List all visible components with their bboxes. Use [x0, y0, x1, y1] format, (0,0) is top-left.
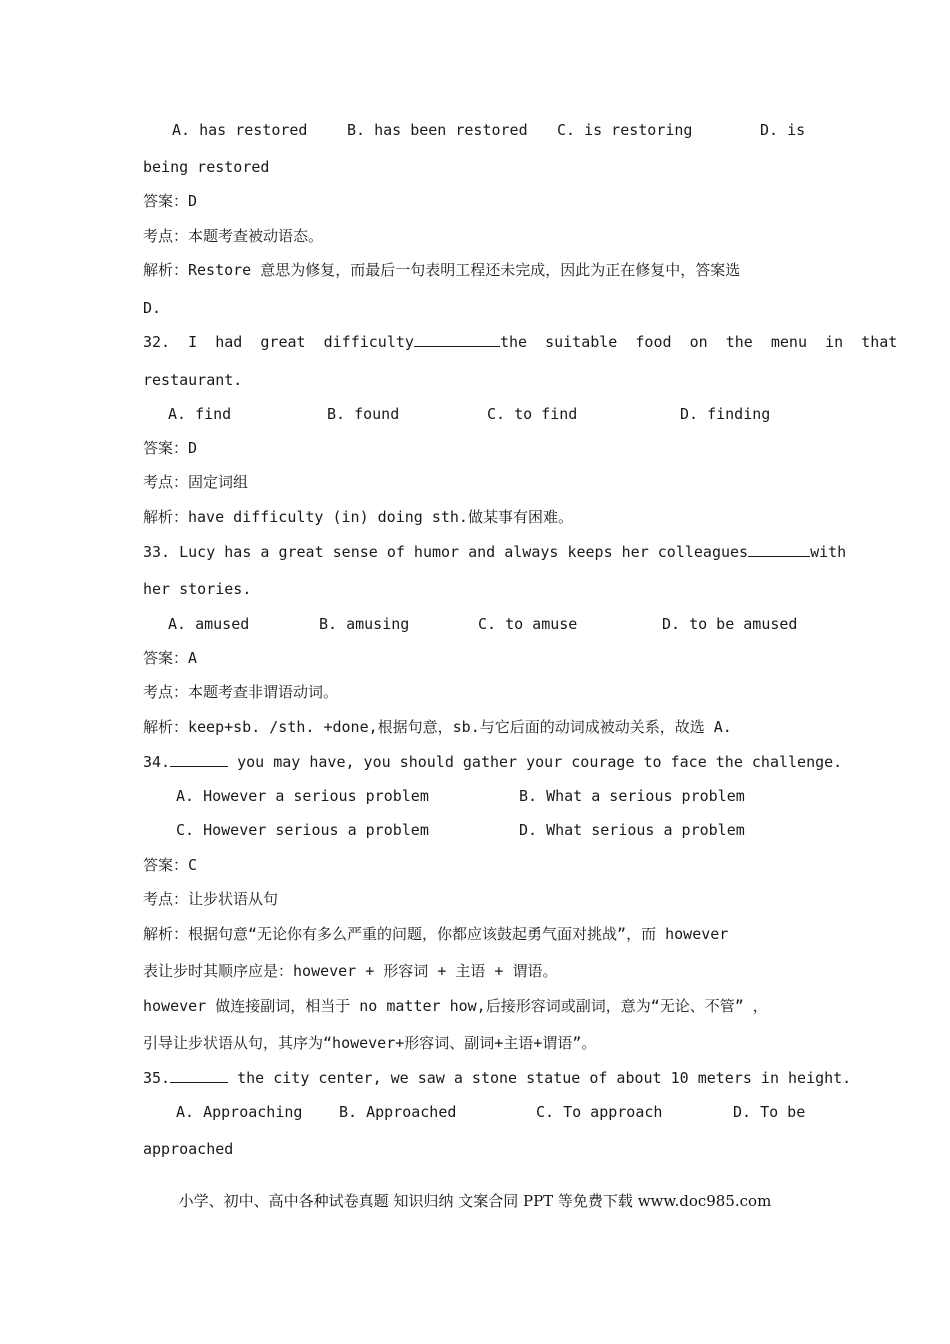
option-c: C. to find — [487, 405, 578, 423]
stem-text: the city center, we saw a stone statue of about 10 meters in height. — [228, 1069, 852, 1087]
question-stem — [143, 752, 842, 772]
stem-text: the suitable food on the menu in that — [499, 333, 898, 351]
option-c: C. To approach — [536, 1103, 663, 1121]
analysis-line: 表让步时其顺序应是：however + 形容词 + 主语 + 谓语。 — [143, 962, 558, 980]
knowledge-point: 考点：让步状语从句 — [143, 890, 279, 908]
analysis-line: 解析：Restore 意思为修复，而最后一句表明工程还未完成，因此为正在修复中，答案选 — [143, 261, 741, 279]
question-stem-continued: restaurant. — [143, 371, 243, 389]
analysis-line: however 做连接副词，相当于 no matter how,后接形容词或副词，意为“无论、不管” ， — [143, 997, 768, 1015]
answer-blank — [748, 542, 810, 557]
option-c: C. is restoring — [557, 121, 693, 139]
option-d: D. To be — [733, 1103, 806, 1121]
option-c: C. However serious a problem — [176, 821, 429, 839]
option-d-continued: being restored — [143, 158, 270, 176]
analysis-line: 解析：keep+sb. /sth. +done,根据句意，sb.与它后面的动词成被动关系，故选 A. — [143, 718, 732, 736]
answer: 答案：A — [143, 649, 198, 667]
option-b: B. has been restored — [347, 121, 528, 139]
answer: 答案：D — [143, 439, 198, 457]
knowledge-point: 考点：本题考查非谓语动词。 — [143, 683, 339, 701]
answer-blank — [170, 1068, 228, 1083]
analysis-line: 引导让步状语从句，其序为“however+形容词、副词+主语+谓语”。 — [143, 1034, 597, 1052]
option-b: B. found — [327, 405, 400, 423]
option-a: A. find — [168, 405, 232, 423]
option-d: D. finding — [680, 405, 771, 423]
answer: 答案：D — [143, 192, 198, 210]
stem-text: 32. I had great difficulty — [143, 333, 414, 351]
page-footer: 小学、初中、高中各种试卷真题 知识归纳 文案合同 PPT 等免费下载 www.doc985.com — [178, 1192, 772, 1210]
analysis-line: 解析：have difficulty (in) doing sth.做某事有困难。 — [143, 508, 573, 526]
stem-text: with — [810, 543, 847, 561]
option-a: A. Approaching — [176, 1103, 303, 1121]
answer: 答案：C — [143, 856, 198, 874]
question-stem — [143, 542, 846, 562]
option-d: D. is — [760, 121, 806, 139]
option-d-continued: approached — [143, 1140, 234, 1158]
option-b: B. Approached — [339, 1103, 457, 1121]
option-c: C. to amuse — [478, 615, 578, 633]
stem-text: 33. Lucy has a great sense of humor and always keeps her colleagues — [143, 543, 749, 561]
answer-blank — [414, 332, 500, 347]
option-b: B. What a serious problem — [519, 787, 745, 805]
option-a: A. has restored — [172, 121, 308, 139]
knowledge-point: 考点：本题考查被动语态。 — [143, 227, 324, 245]
question-stem-continued: her stories. — [143, 580, 252, 598]
stem-text: you may have, you should gather your courage to face the challenge. — [228, 753, 843, 771]
question-stem — [143, 1068, 851, 1088]
option-a: A. However a serious problem — [176, 787, 429, 805]
knowledge-point: 考点：固定词组 — [143, 473, 249, 491]
stem-text: 35. — [143, 1069, 171, 1087]
option-d: D. What serious a problem — [519, 821, 745, 839]
option-d: D. to be amused — [662, 615, 798, 633]
option-a: A. amused — [168, 615, 250, 633]
option-b: B. amusing — [319, 615, 410, 633]
analysis-line: 解析：根据句意“无论你有多么严重的问题，你都应该鼓起勇气面对挑战”，而 however — [143, 925, 729, 943]
question-stem — [143, 332, 897, 352]
stem-text: 34. — [143, 753, 171, 771]
answer-blank — [170, 752, 228, 767]
analysis-line: D. — [143, 299, 162, 317]
